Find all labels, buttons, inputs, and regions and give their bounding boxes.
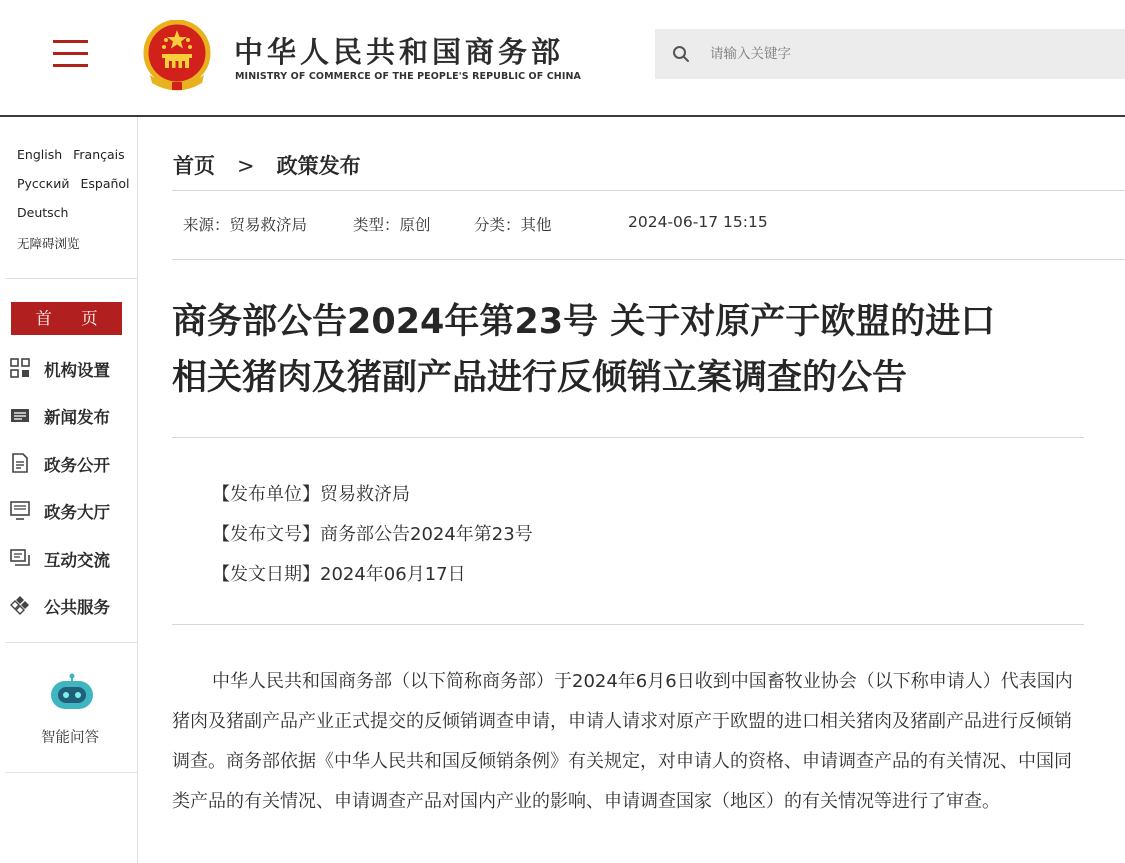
language-row-2	[17, 176, 141, 191]
sidebar-separator	[5, 278, 137, 279]
issuer-field: 【发布单位】贸易救济局	[212, 484, 410, 505]
language-row-1	[17, 147, 136, 162]
breadcrumb-separator: >	[237, 154, 255, 178]
sidebar-item-government-affairs[interactable]	[10, 450, 130, 476]
meta-source: 来源：贸易救济局	[183, 216, 308, 234]
doc-number-field: 【发布文号】商务部公告2024年第23号	[212, 524, 533, 545]
menu-icon[interactable]	[53, 40, 88, 68]
meta-divider	[172, 259, 1125, 260]
meta-type: 类型：原创	[353, 216, 431, 234]
service-hall-icon	[10, 500, 30, 520]
header-divider	[0, 115, 1125, 117]
lang-french-link[interactable]: Français	[73, 147, 125, 162]
article-title	[172, 294, 1112, 406]
sidebar-item-label: 政务大厅	[44, 503, 110, 522]
site-title: 中华人民共和国商务部	[234, 35, 565, 69]
news-icon	[10, 405, 30, 425]
org-chart-icon	[10, 358, 30, 378]
sidebar-divider	[137, 117, 138, 863]
site-header	[0, 0, 1125, 115]
sidebar-home-button[interactable]: 首 页	[11, 302, 122, 335]
language-row-3	[17, 205, 79, 220]
accessibility-link[interactable]: 无障碍浏览	[17, 236, 80, 251]
sidebar-item-public-service[interactable]	[10, 592, 130, 618]
chat-icon	[10, 548, 30, 568]
sidebar-separator	[5, 642, 137, 643]
public-service-icon	[10, 595, 30, 615]
site-subtitle: MINISTRY OF COMMERCE OF THE PEOPLE'S REPUBLIC OF CHINA	[235, 71, 581, 82]
assistant-label[interactable]: 智能问答	[41, 730, 99, 746]
national-emblem-icon	[142, 20, 212, 92]
issue-date-field: 【发文日期】2024年06月17日	[212, 564, 466, 585]
article-title-line-1: 商务部公告2024年第23号 关于对原产于欧盟的进口	[172, 302, 996, 342]
meta-datetime: 2024-06-17 15:15	[628, 213, 768, 231]
sidebar-item-label: 政务公开	[44, 456, 110, 475]
sidebar-separator	[5, 772, 137, 773]
document-icon	[10, 453, 30, 473]
sidebar-item-label: 公共服务	[44, 598, 110, 617]
article-body: 中华人民共和国商务部（以下简称商务部）于2024年6月6日收到中国畜牧业协会（以下称申请人）代表国内猪肉及猪副产品产业正式提交的反倾销调查申请，申请人请求对原产于欧盟的进口相关猪肉及猪副产品进行反倾销调查。商务部依据《中华人民共和国反倾销条例》有关规定，对申请人的资格、申请调查产品的有关情况、中国同类产品的有关情况、申请调查产品对国内产业的影响、申请调查国家（地区）的有关情况等进行了审查。	[172, 671, 1073, 812]
breadcrumb-home-link[interactable]: 首页	[173, 154, 215, 178]
breadcrumb	[173, 150, 361, 180]
sidebar-item-interaction[interactable]	[10, 545, 130, 571]
sidebar-item-label: 机构设置	[44, 361, 110, 380]
lang-english-link[interactable]: English	[17, 147, 63, 162]
sidebar-item-organization[interactable]	[10, 355, 130, 381]
title-divider	[172, 437, 1084, 438]
lang-russian-link[interactable]: Русский	[17, 176, 70, 191]
lang-german-link[interactable]: Deutsch	[17, 205, 69, 220]
language-row-4	[17, 234, 91, 252]
search-bar[interactable]	[655, 29, 1125, 79]
article-title-line-2: 相关猪肉及猪副产品进行反倾销立案调查的公告	[172, 358, 908, 398]
search-input[interactable]	[710, 29, 1110, 79]
info-divider	[172, 624, 1084, 625]
lang-spanish-link[interactable]: Español	[80, 176, 130, 191]
sidebar-item-label: 新闻发布	[44, 408, 110, 427]
robot-assistant-icon[interactable]	[48, 673, 96, 713]
meta-category: 分类：其他	[474, 216, 552, 234]
search-icon[interactable]	[672, 45, 690, 63]
sidebar-item-label: 互动交流	[44, 551, 110, 570]
sidebar-item-news[interactable]	[10, 402, 130, 428]
breadcrumb-divider	[172, 190, 1125, 191]
sidebar-item-service-hall[interactable]	[10, 497, 130, 523]
breadcrumb-current-link[interactable]: 政策发布	[276, 154, 361, 178]
